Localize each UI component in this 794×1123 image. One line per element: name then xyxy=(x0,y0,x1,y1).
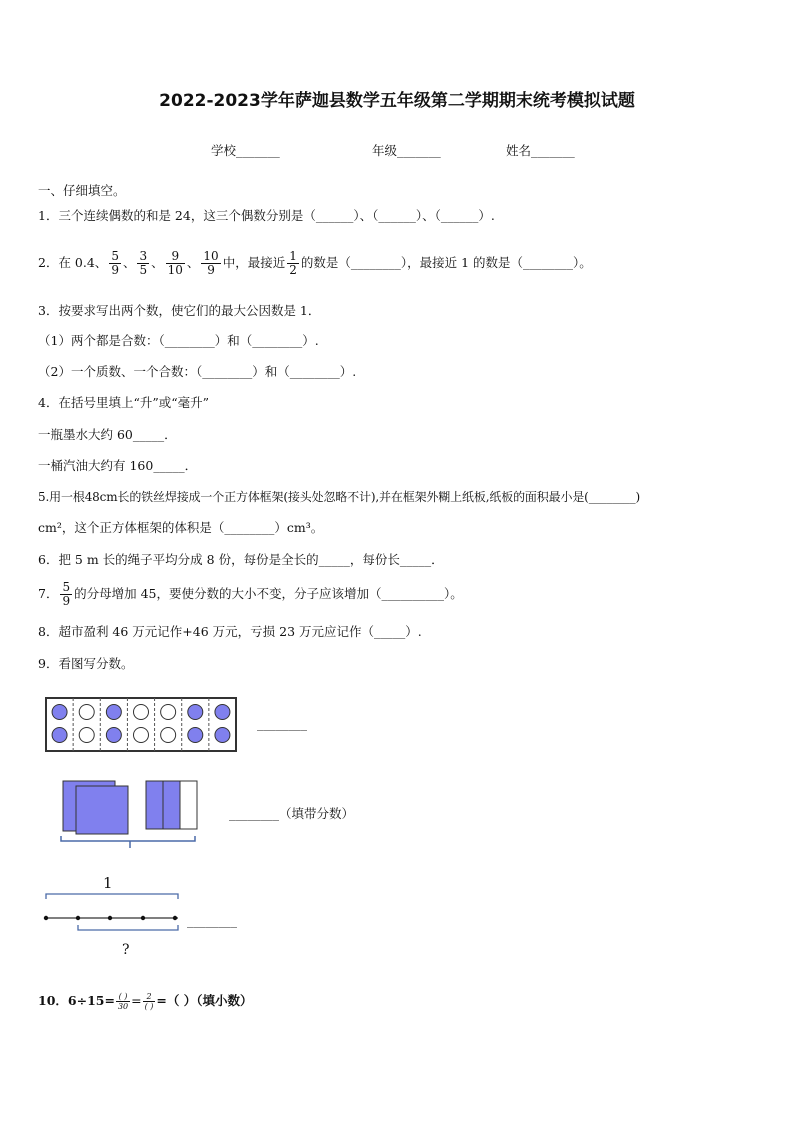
partial-square-part-3 xyxy=(180,781,197,829)
shaded-circle xyxy=(52,705,67,720)
number-line-point xyxy=(141,916,145,920)
answer-blank-1[interactable]: ________ xyxy=(257,716,307,731)
page-title: 2022-2023学年萨迦县数学五年级第二学期期末统考模拟试题 xyxy=(159,91,635,111)
question-1: 1．三个连续偶数的和是 24，这三个偶数分别是（______）、（______）、（______）. xyxy=(38,208,495,223)
empty-circle xyxy=(134,705,149,720)
partial-square-part-2 xyxy=(163,781,180,829)
shaded-circle xyxy=(106,728,121,743)
number-line-point xyxy=(44,916,48,920)
empty-circle xyxy=(134,728,149,743)
question-5-line-1: 5.用一根48cm长的铁丝焊接成一个正方体框架(接头处忽略不计),并在框架外糊上纸板,纸板的面积最小是(________) xyxy=(38,490,641,504)
question-3: 3．按要求写出两个数，使它们的最大公因数是 1． xyxy=(38,303,321,318)
fraction-1-2: $\frac{1}{2}$ xyxy=(289,249,297,277)
circle-grid-figure xyxy=(45,697,240,754)
school-field[interactable]: 学校_______ xyxy=(211,143,280,158)
bottom-bracket xyxy=(78,925,178,930)
answer-blank-2[interactable]: ________（填带分数） xyxy=(229,806,355,821)
fraction-5-9: $\frac{5}{9}$ xyxy=(111,249,119,277)
number-line-figure xyxy=(38,892,188,947)
question-3-part-2: （2）一个质数、一个合数：（________）和（________）. xyxy=(38,364,357,379)
shaded-circle xyxy=(188,728,203,743)
question-7: 7． $\frac{5}{9}$ 的分母增加 45，要使分数的大小不变，分子应该增加（__________）。 xyxy=(38,580,463,608)
q2-prefix: 2．在 0.4、 xyxy=(38,255,108,270)
shaded-circle xyxy=(215,705,230,720)
grid-circles xyxy=(52,705,230,743)
question-5-line-2: cm²，这个正方体框架的体积是（________）cm³。 xyxy=(38,520,324,535)
question-10: 10．6÷15= $\frac{( )}{30}$ = $\frac{2}{( )}$ =（ ）（填小数） xyxy=(38,992,253,1011)
grade-field[interactable]: 年级_______ xyxy=(372,143,441,158)
question-2: 2．在 0.4、 $\frac{5}{9}$ 、 $\frac{3}{5}$ 、 $\frac{9}{10}$ 、 $\frac{10}{9}$ 中，最接近 $\frac{1}{2}$ 的数是（________），最接近 1 的数是（________）。 xyxy=(38,249,592,277)
shaded-circle xyxy=(188,705,203,720)
label-question: ? xyxy=(122,942,130,958)
number-line-point xyxy=(108,916,112,920)
section-heading: 一、仔细填空。 xyxy=(38,183,126,198)
shaded-circle xyxy=(106,705,121,720)
empty-circle xyxy=(79,705,94,720)
question-4-part-2: 一桶汽油大约有 160_____． xyxy=(38,458,198,473)
mixed-number-figure xyxy=(58,778,208,850)
question-6: 6．把 5 m 长的绳子平均分成 8 份，每份是全长的_____，每份长_____． xyxy=(38,552,444,567)
fraction-blank-30: $\frac{( )}{30}$ xyxy=(117,992,129,1011)
fraction-10-9: $\frac{10}{9}$ xyxy=(203,249,219,277)
fraction-3-5: $\frac{3}{5}$ xyxy=(139,249,148,277)
empty-circle xyxy=(161,705,176,720)
shaded-circle xyxy=(52,728,67,743)
shaded-square-front xyxy=(76,786,128,834)
empty-circle xyxy=(161,728,176,743)
question-4: 4．在括号里填上“升”或“毫升” xyxy=(38,395,210,410)
empty-circle xyxy=(79,728,94,743)
top-bracket xyxy=(46,894,178,899)
fraction-2-blank: $\frac{2}{( )}$ xyxy=(144,992,154,1011)
partial-square-part-1 xyxy=(146,781,163,829)
name-field[interactable]: 姓名_______ xyxy=(506,143,575,158)
brace-bracket xyxy=(61,836,195,848)
question-9: 9．看图写分数。 xyxy=(38,656,134,671)
question-3-part-1: （1）两个都是合数：（________）和（________）. xyxy=(38,333,319,348)
fraction-9-10: $\frac{9}{10}$ xyxy=(167,249,183,277)
label-one: 1 xyxy=(103,874,113,892)
question-4-part-1: 一瓶墨水大约 60_____． xyxy=(38,427,177,442)
answer-blank-3[interactable]: ________ xyxy=(187,913,237,928)
number-line-point xyxy=(173,916,177,920)
shaded-circle xyxy=(215,728,230,743)
fraction-5-9-q7: $\frac{5}{9}$ xyxy=(62,580,71,608)
number-line-point xyxy=(76,916,80,920)
question-8: 8．超市盈利 46 万元记作+46 万元，亏损 23 万元应记作（_____）. xyxy=(38,624,422,639)
